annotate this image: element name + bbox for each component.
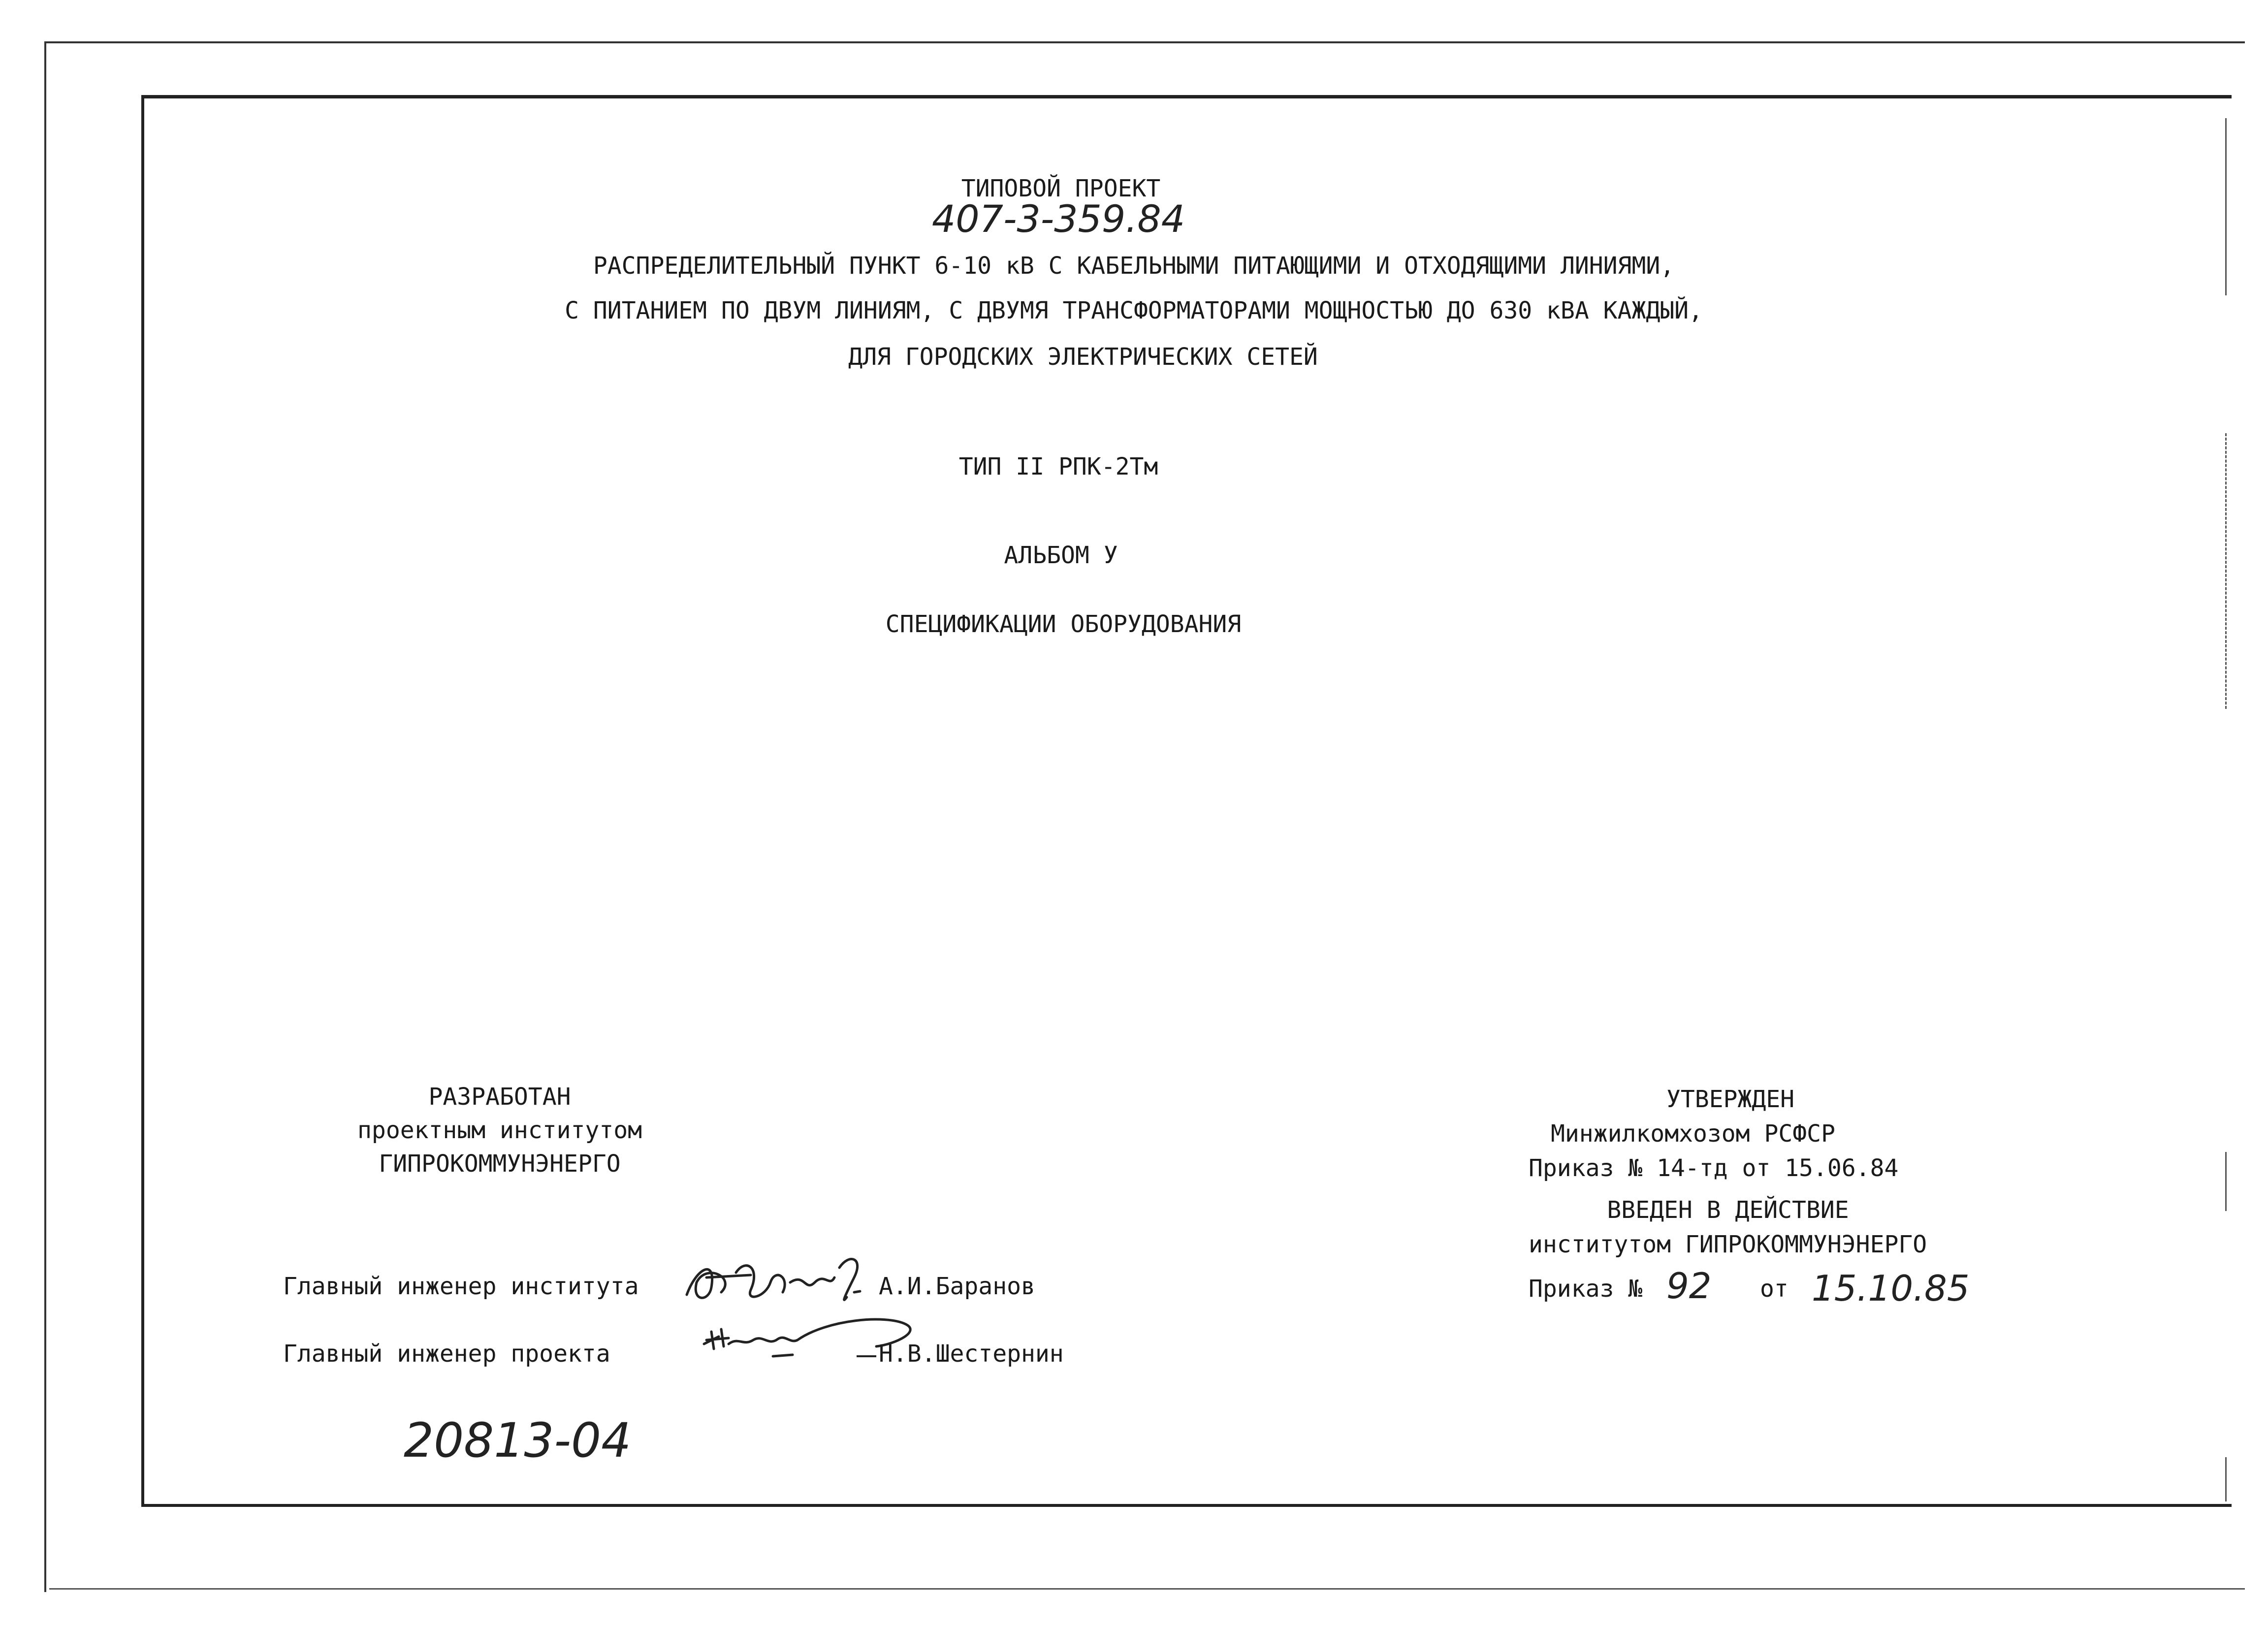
developed-institute-name: ГИПРОКОММУНЭНЕРГО [379,1150,621,1178]
signature-chief-engineer-institute [677,1248,884,1314]
signatory-name: А.И.Баранов [879,1273,1035,1300]
introduced-heading: ВВЕДЕН В ДЕЙСТВИЕ [1607,1196,1849,1224]
album-title: СПЕЦИФИКАЦИИ ОБОРУДОВАНИЯ [885,610,1242,638]
developed-heading: РАЗРАБОТАН [428,1083,571,1111]
project-description-line: РАСПРЕДЕЛИТЕЛЬНЫЙ ПУНКТ 6-10 кВ С КАБЕЛЬНЫМИ ПИТАЮЩИМИ И ОТХОДЯЩИМИ ЛИНИЯМИ, [593,252,1675,280]
type-designation: ТИП II РПК-2Тм [958,453,1158,480]
order-date: 15.10.85 [1812,1268,1970,1309]
order-from-label: от [1760,1275,1789,1303]
right-edge-mark [2225,1152,2227,1211]
signatory-name: Н.В.Шестернин [879,1340,1064,1368]
album-number: АЛЬБОМ У [1004,542,1118,569]
right-edge-mark [2225,433,2227,709]
outer-frame-top [44,41,2245,43]
order-label: Приказ № [1529,1275,1643,1303]
outer-frame-bottom [49,1588,2245,1590]
project-description-line: С ПИТАНИЕМ ПО ДВУМ ЛИНИЯМ, С ДВУМЯ ТРАНСФОРМАТОРАМИ МОЩНОСТЬЮ ДО 630 кВА КАЖДЫЙ, [565,297,1703,324]
approved-heading: УТВЕРЖДЕН [1666,1085,1795,1113]
outer-frame-left [44,41,46,1592]
inventory-number: 20813-04 [404,1413,632,1468]
signatory-role: Главный инженер института [283,1273,639,1300]
right-edge-mark [2225,118,2227,295]
order-number: 92 [1666,1265,1712,1307]
introduced-institute: институтом ГИПРОКОММУНЭНЕРГО [1529,1231,1927,1258]
right-edge-mark [2225,1457,2227,1501]
approved-ministry: Минжилкомхозом РСФСР [1551,1120,1835,1148]
project-kind: ТИПОВОЙ ПРОЕКТ [961,175,1161,202]
approved-order: Приказ № 14-тд от 15.06.84 [1529,1154,1899,1182]
project-description-line: ДЛЯ ГОРОДСКИХ ЭЛЕКТРИЧЕСКИХ СЕТЕЙ [848,343,1318,371]
signatory-role: Главный инженер проекта [283,1340,610,1368]
developed-institute-line: проектным институтом [357,1117,642,1144]
project-number: 407-3-359.84 [931,197,1185,241]
